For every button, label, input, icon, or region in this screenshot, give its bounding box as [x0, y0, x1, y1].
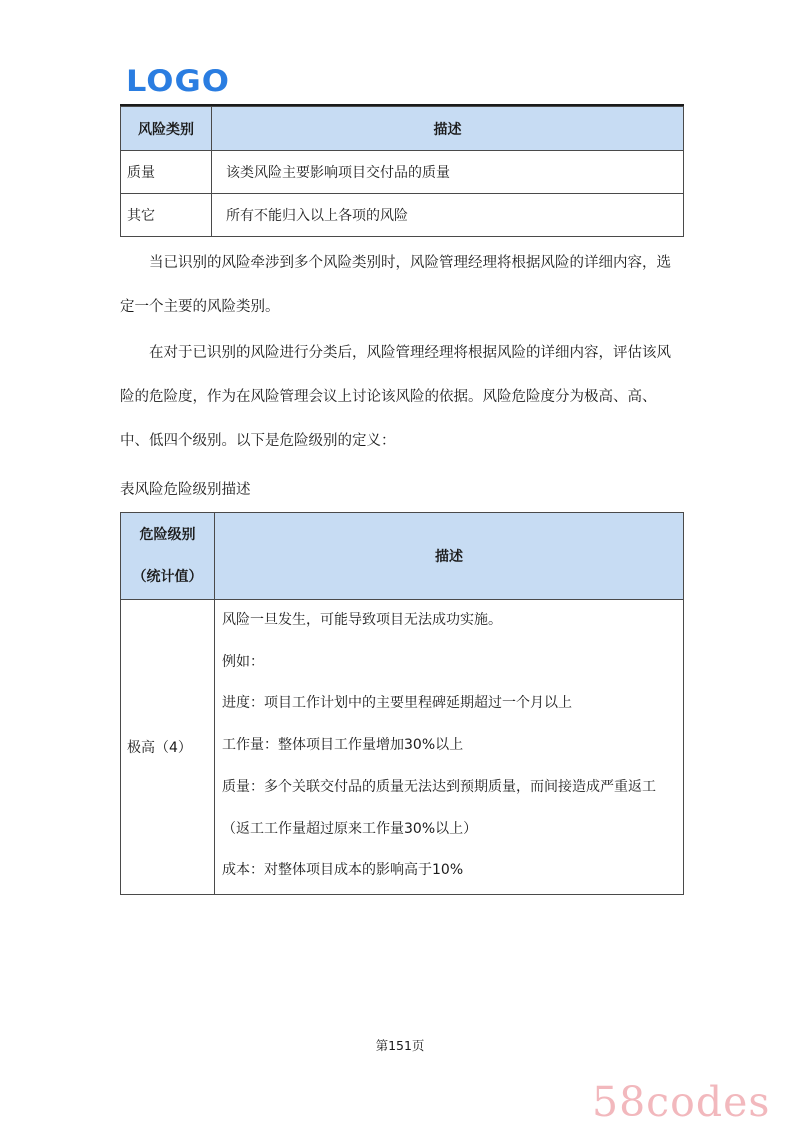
paragraph-1: 当已识别的风险牵涉到多个风险类别时，风险管理经理将根据风险的详细内容，选定一个主要的风险类别。 — [120, 255, 671, 315]
table-header-row — [121, 107, 684, 151]
level-cell: 极高（4） — [121, 600, 215, 895]
desc-line: 例如： — [222, 653, 264, 670]
desc-line: 成本：对整体项目成本的影响高于10% — [222, 862, 464, 879]
header-cell-description: 描述 — [212, 107, 684, 151]
description-cell: 该类风险主要影响项目交付品的质量 — [212, 151, 684, 194]
header-level-line2: （统计值） — [132, 569, 203, 585]
header-level-line1: 危险级别 — [139, 527, 196, 543]
table-header-row — [121, 513, 684, 600]
risk-level-table — [120, 512, 684, 895]
watermark: 58codes — [592, 1078, 771, 1126]
table-row — [121, 194, 684, 237]
category-cell: 质量 — [121, 151, 212, 194]
category-cell: 其它 — [121, 194, 212, 237]
table-caption: 表风险危险级别描述 — [120, 482, 251, 498]
desc-line: 工作量：整体项目工作量增加30%以上 — [222, 737, 464, 754]
desc-line: 质量：多个关联交付品的质量无法达到预期质量，而间接造成严重返工 — [222, 778, 656, 795]
description-cell — [215, 600, 684, 895]
header-cell-description: 描述 — [215, 513, 684, 600]
desc-line: 进度：项目工作计划中的主要里程碑延期超过一个月以上 — [222, 695, 572, 712]
table-row — [121, 600, 684, 895]
paragraph-2: 在对于已识别的风险进行分类后，风险管理经理将根据风险的详细内容，评估该风险的危险度，作为在风险管理会议上讨论该风险的依据。风险危险度分为极高、高、中、低四个级别。以下是危险级别的定义： — [120, 345, 671, 449]
table-row — [121, 151, 684, 194]
header-cell-category: 风险类别 — [121, 107, 212, 151]
header-cell-level — [121, 513, 215, 600]
desc-line: 风险一旦发生，可能导致项目无法成功实施。 — [222, 612, 502, 628]
description-cell: 所有不能归入以上各项的风险 — [212, 194, 684, 237]
page-number: 第151页 — [375, 1038, 425, 1053]
desc-line: （返工工作量超过原来工作量30%以上） — [222, 820, 478, 837]
risk-category-table — [120, 106, 684, 237]
logo: LOGO — [126, 63, 230, 99]
